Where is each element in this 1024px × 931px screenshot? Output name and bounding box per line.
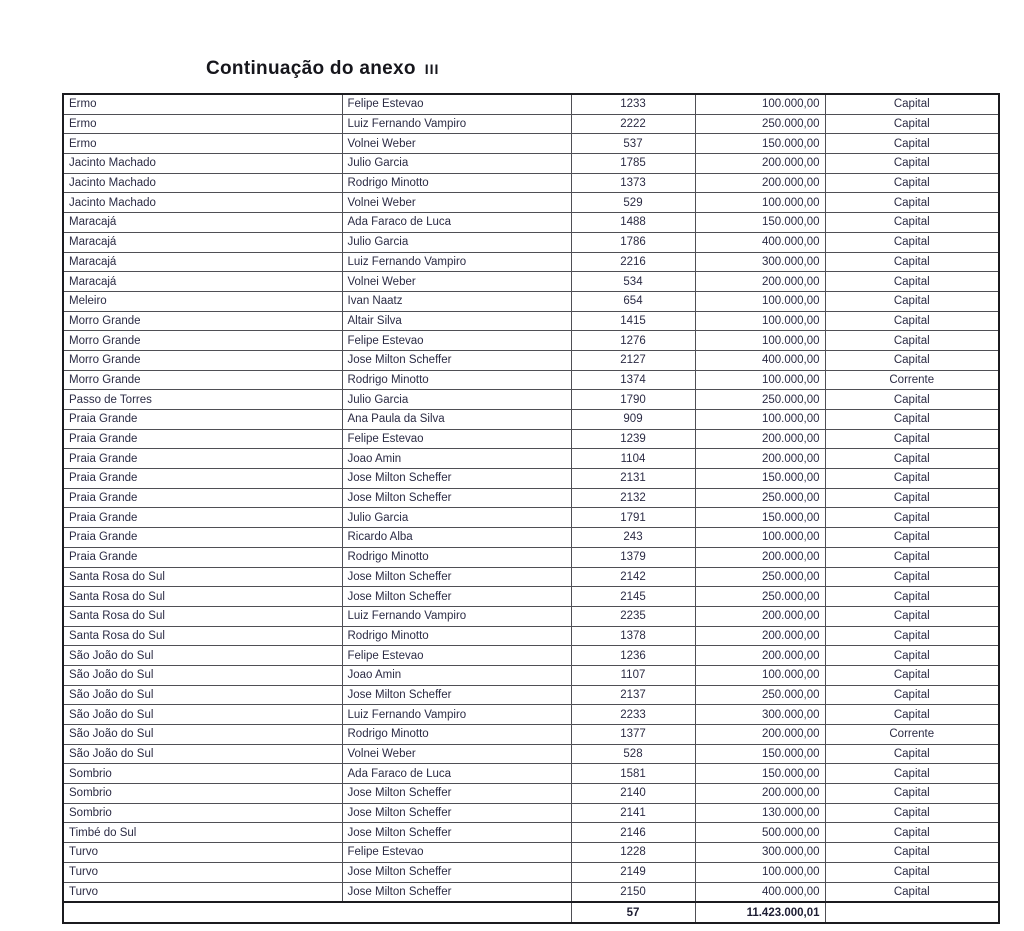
type-cell: Capital — [825, 331, 999, 351]
person-name-cell: Jose Milton Scheffer — [342, 488, 571, 508]
municipality-cell: Ermo — [63, 134, 342, 154]
type-cell: Capital — [825, 213, 999, 233]
value-cell: 250.000,00 — [695, 114, 825, 134]
municipality-cell: Sombrio — [63, 764, 342, 784]
municipality-cell: Praia Grande — [63, 488, 342, 508]
total-value-cell: 11.423.000,01 — [695, 902, 825, 923]
table-row — [63, 587, 999, 607]
type-cell: Corrente — [825, 725, 999, 745]
value-cell: 300.000,00 — [695, 705, 825, 725]
person-name-cell: Jose Milton Scheffer — [342, 587, 571, 607]
person-name-cell: Volnei Weber — [342, 272, 571, 292]
person-name-cell: Jose Milton Scheffer — [342, 882, 571, 902]
type-cell: Capital — [825, 862, 999, 882]
value-cell: 200.000,00 — [695, 154, 825, 174]
value-cell: 100.000,00 — [695, 291, 825, 311]
type-cell: Capital — [825, 94, 999, 114]
number-cell: 2146 — [571, 823, 695, 843]
value-cell: 500.000,00 — [695, 823, 825, 843]
number-cell: 1104 — [571, 449, 695, 469]
value-cell: 100.000,00 — [695, 528, 825, 548]
table-row — [63, 508, 999, 528]
table-row — [63, 311, 999, 331]
person-name-cell: Julio Garcia — [342, 154, 571, 174]
value-cell: 100.000,00 — [695, 410, 825, 430]
number-cell: 537 — [571, 134, 695, 154]
table-row — [63, 390, 999, 410]
person-name-cell: Julio Garcia — [342, 232, 571, 252]
number-cell: 2131 — [571, 469, 695, 489]
number-cell: 2222 — [571, 114, 695, 134]
type-cell: Capital — [825, 606, 999, 626]
value-cell: 150.000,00 — [695, 764, 825, 784]
table-row — [63, 232, 999, 252]
number-cell: 1107 — [571, 665, 695, 685]
number-cell: 2127 — [571, 350, 695, 370]
number-cell: 2233 — [571, 705, 695, 725]
person-name-cell: Jose Milton Scheffer — [342, 567, 571, 587]
number-cell: 1236 — [571, 646, 695, 666]
person-name-cell: Jose Milton Scheffer — [342, 784, 571, 804]
value-cell: 250.000,00 — [695, 587, 825, 607]
table-row — [63, 291, 999, 311]
person-name-cell: Felipe Estevao — [342, 843, 571, 863]
municipality-cell: Ermo — [63, 114, 342, 134]
type-cell: Capital — [825, 232, 999, 252]
municipality-cell: Maracajá — [63, 252, 342, 272]
table-row — [63, 429, 999, 449]
type-cell: Capital — [825, 469, 999, 489]
municipality-cell: Santa Rosa do Sul — [63, 626, 342, 646]
value-cell: 300.000,00 — [695, 843, 825, 863]
person-name-cell: Felipe Estevao — [342, 646, 571, 666]
municipality-cell: Sombrio — [63, 784, 342, 804]
number-cell: 243 — [571, 528, 695, 548]
person-name-cell: Felipe Estevao — [342, 94, 571, 114]
table-row — [63, 173, 999, 193]
person-name-cell: Ivan Naatz — [342, 291, 571, 311]
person-name-cell: Julio Garcia — [342, 508, 571, 528]
table-row — [63, 350, 999, 370]
municipality-cell: Praia Grande — [63, 449, 342, 469]
value-cell: 250.000,00 — [695, 685, 825, 705]
person-name-cell: Joao Amin — [342, 665, 571, 685]
person-name-cell: Joao Amin — [342, 449, 571, 469]
type-cell: Capital — [825, 803, 999, 823]
total-empty-cell — [63, 902, 571, 923]
number-cell: 2150 — [571, 882, 695, 902]
table-row — [63, 528, 999, 548]
person-name-cell: Luiz Fernando Vampiro — [342, 705, 571, 725]
type-cell: Capital — [825, 311, 999, 331]
table-row — [63, 410, 999, 430]
number-cell: 534 — [571, 272, 695, 292]
total-type-cell — [825, 902, 999, 923]
municipality-cell: Morro Grande — [63, 350, 342, 370]
person-name-cell: Volnei Weber — [342, 193, 571, 213]
number-cell: 528 — [571, 744, 695, 764]
number-cell: 2149 — [571, 862, 695, 882]
type-cell: Capital — [825, 114, 999, 134]
number-cell: 909 — [571, 410, 695, 430]
type-cell: Capital — [825, 587, 999, 607]
table-row — [63, 882, 999, 902]
number-cell: 1374 — [571, 370, 695, 390]
person-name-cell: Rodrigo Minotto — [342, 547, 571, 567]
table-row — [63, 488, 999, 508]
table-row — [63, 705, 999, 725]
municipality-cell: Passo de Torres — [63, 390, 342, 410]
value-cell: 200.000,00 — [695, 429, 825, 449]
municipality-cell: Sombrio — [63, 803, 342, 823]
type-cell: Capital — [825, 429, 999, 449]
table-row — [63, 685, 999, 705]
municipality-cell: São João do Sul — [63, 705, 342, 725]
person-name-cell: Felipe Estevao — [342, 331, 571, 351]
municipality-cell: Meleiro — [63, 291, 342, 311]
value-cell: 250.000,00 — [695, 488, 825, 508]
municipality-cell: Santa Rosa do Sul — [63, 587, 342, 607]
municipality-cell: Morro Grande — [63, 311, 342, 331]
type-cell: Capital — [825, 626, 999, 646]
type-cell: Capital — [825, 823, 999, 843]
number-cell: 1488 — [571, 213, 695, 233]
value-cell: 200.000,00 — [695, 725, 825, 745]
table-row — [63, 331, 999, 351]
type-cell: Capital — [825, 350, 999, 370]
number-cell: 1791 — [571, 508, 695, 528]
value-cell: 250.000,00 — [695, 390, 825, 410]
table-row — [63, 252, 999, 272]
number-cell: 2235 — [571, 606, 695, 626]
value-cell: 100.000,00 — [695, 193, 825, 213]
municipality-cell: Turvo — [63, 843, 342, 863]
value-cell: 400.000,00 — [695, 232, 825, 252]
municipality-cell: São João do Sul — [63, 685, 342, 705]
person-name-cell: Ricardo Alba — [342, 528, 571, 548]
value-cell: 100.000,00 — [695, 331, 825, 351]
number-cell: 1276 — [571, 331, 695, 351]
number-cell: 2132 — [571, 488, 695, 508]
municipality-cell: Praia Grande — [63, 469, 342, 489]
municipality-cell: São João do Sul — [63, 725, 342, 745]
person-name-cell: Luiz Fernando Vampiro — [342, 606, 571, 626]
number-cell: 1379 — [571, 547, 695, 567]
page-title — [206, 58, 439, 80]
person-name-cell: Jose Milton Scheffer — [342, 823, 571, 843]
value-cell: 130.000,00 — [695, 803, 825, 823]
value-cell: 100.000,00 — [695, 311, 825, 331]
type-cell: Capital — [825, 508, 999, 528]
value-cell: 300.000,00 — [695, 252, 825, 272]
municipality-cell: São João do Sul — [63, 646, 342, 666]
value-cell: 150.000,00 — [695, 508, 825, 528]
number-cell: 1239 — [571, 429, 695, 449]
total-count-cell: 57 — [571, 902, 695, 923]
value-cell: 200.000,00 — [695, 606, 825, 626]
person-name-cell: Julio Garcia — [342, 390, 571, 410]
type-cell: Capital — [825, 744, 999, 764]
municipality-cell: Praia Grande — [63, 508, 342, 528]
number-cell: 2142 — [571, 567, 695, 587]
value-cell: 100.000,00 — [695, 862, 825, 882]
number-cell: 1790 — [571, 390, 695, 410]
person-name-cell: Jose Milton Scheffer — [342, 469, 571, 489]
person-name-cell: Ada Faraco de Luca — [342, 764, 571, 784]
type-cell: Capital — [825, 784, 999, 804]
type-cell: Capital — [825, 390, 999, 410]
municipality-cell: Praia Grande — [63, 547, 342, 567]
number-cell: 1377 — [571, 725, 695, 745]
municipality-cell: Turvo — [63, 862, 342, 882]
number-cell: 2140 — [571, 784, 695, 804]
number-cell: 2141 — [571, 803, 695, 823]
page-title-suffix: III — [424, 61, 440, 77]
municipality-cell: Maracajá — [63, 232, 342, 252]
type-cell: Capital — [825, 665, 999, 685]
number-cell: 2216 — [571, 252, 695, 272]
person-name-cell: Ana Paula da Silva — [342, 410, 571, 430]
person-name-cell: Jose Milton Scheffer — [342, 862, 571, 882]
table-row — [63, 784, 999, 804]
type-cell: Capital — [825, 449, 999, 469]
number-cell: 654 — [571, 291, 695, 311]
municipality-cell: Santa Rosa do Sul — [63, 606, 342, 626]
municipality-cell: Praia Grande — [63, 528, 342, 548]
type-cell: Capital — [825, 173, 999, 193]
type-cell: Capital — [825, 272, 999, 292]
person-name-cell: Felipe Estevao — [342, 429, 571, 449]
person-name-cell: Volnei Weber — [342, 134, 571, 154]
value-cell: 400.000,00 — [695, 882, 825, 902]
person-name-cell: Altair Silva — [342, 311, 571, 331]
value-cell: 200.000,00 — [695, 547, 825, 567]
type-cell: Capital — [825, 843, 999, 863]
type-cell: Capital — [825, 567, 999, 587]
municipality-cell: Morro Grande — [63, 370, 342, 390]
person-name-cell: Rodrigo Minotto — [342, 725, 571, 745]
number-cell: 1233 — [571, 94, 695, 114]
anexo-table-footer — [63, 902, 999, 923]
person-name-cell: Jose Milton Scheffer — [342, 350, 571, 370]
table-row — [63, 449, 999, 469]
value-cell: 100.000,00 — [695, 94, 825, 114]
table-row — [63, 606, 999, 626]
type-cell: Capital — [825, 193, 999, 213]
total-row — [63, 902, 999, 923]
municipality-cell: Praia Grande — [63, 410, 342, 430]
type-cell: Capital — [825, 154, 999, 174]
municipality-cell: São João do Sul — [63, 665, 342, 685]
table-row — [63, 803, 999, 823]
value-cell: 400.000,00 — [695, 350, 825, 370]
municipality-cell: Praia Grande — [63, 429, 342, 449]
table-row — [63, 823, 999, 843]
person-name-cell: Luiz Fernando Vampiro — [342, 252, 571, 272]
table-row — [63, 134, 999, 154]
person-name-cell: Luiz Fernando Vampiro — [342, 114, 571, 134]
anexo-table — [62, 93, 1000, 924]
table-row — [63, 725, 999, 745]
table-row — [63, 744, 999, 764]
table-row — [63, 547, 999, 567]
table-row — [63, 469, 999, 489]
number-cell: 1581 — [571, 764, 695, 784]
value-cell: 200.000,00 — [695, 272, 825, 292]
person-name-cell: Rodrigo Minotto — [342, 626, 571, 646]
type-cell: Capital — [825, 252, 999, 272]
type-cell: Capital — [825, 528, 999, 548]
table-row — [63, 154, 999, 174]
municipality-cell: Turvo — [63, 882, 342, 902]
person-name-cell: Jose Milton Scheffer — [342, 803, 571, 823]
type-cell: Capital — [825, 488, 999, 508]
type-cell: Capital — [825, 134, 999, 154]
number-cell: 1373 — [571, 173, 695, 193]
table-row — [63, 272, 999, 292]
type-cell: Capital — [825, 764, 999, 784]
table-row — [63, 626, 999, 646]
value-cell: 200.000,00 — [695, 626, 825, 646]
table-row — [63, 114, 999, 134]
municipality-cell: Ermo — [63, 94, 342, 114]
person-name-cell: Volnei Weber — [342, 744, 571, 764]
type-cell: Corrente — [825, 370, 999, 390]
value-cell: 150.000,00 — [695, 213, 825, 233]
person-name-cell: Ada Faraco de Luca — [342, 213, 571, 233]
municipality-cell: Morro Grande — [63, 331, 342, 351]
municipality-cell: Maracajá — [63, 213, 342, 233]
table-row — [63, 843, 999, 863]
table-row — [63, 646, 999, 666]
value-cell: 200.000,00 — [695, 784, 825, 804]
person-name-cell: Rodrigo Minotto — [342, 173, 571, 193]
type-cell: Capital — [825, 410, 999, 430]
value-cell: 150.000,00 — [695, 744, 825, 764]
municipality-cell: Jacinto Machado — [63, 154, 342, 174]
table-row — [63, 567, 999, 587]
number-cell: 1228 — [571, 843, 695, 863]
person-name-cell: Jose Milton Scheffer — [342, 685, 571, 705]
municipality-cell: Maracajá — [63, 272, 342, 292]
type-cell: Capital — [825, 705, 999, 725]
municipality-cell: Timbé do Sul — [63, 823, 342, 843]
table-row — [63, 862, 999, 882]
municipality-cell: Jacinto Machado — [63, 193, 342, 213]
value-cell: 150.000,00 — [695, 469, 825, 489]
number-cell: 2145 — [571, 587, 695, 607]
value-cell: 200.000,00 — [695, 449, 825, 469]
table-row — [63, 764, 999, 784]
municipality-cell: Jacinto Machado — [63, 173, 342, 193]
municipality-cell: Santa Rosa do Sul — [63, 567, 342, 587]
number-cell: 2137 — [571, 685, 695, 705]
municipality-cell: São João do Sul — [63, 744, 342, 764]
number-cell: 1415 — [571, 311, 695, 331]
type-cell: Capital — [825, 547, 999, 567]
number-cell: 529 — [571, 193, 695, 213]
table-row — [63, 370, 999, 390]
table-row — [63, 193, 999, 213]
value-cell: 100.000,00 — [695, 665, 825, 685]
value-cell: 200.000,00 — [695, 173, 825, 193]
anexo-table-body — [63, 94, 999, 902]
value-cell: 100.000,00 — [695, 370, 825, 390]
number-cell: 1378 — [571, 626, 695, 646]
table-row — [63, 213, 999, 233]
type-cell: Capital — [825, 882, 999, 902]
value-cell: 200.000,00 — [695, 646, 825, 666]
type-cell: Capital — [825, 291, 999, 311]
page-title-main: Continuação do anexo — [206, 58, 416, 79]
type-cell: Capital — [825, 685, 999, 705]
value-cell: 150.000,00 — [695, 134, 825, 154]
table-row — [63, 94, 999, 114]
value-cell: 250.000,00 — [695, 567, 825, 587]
type-cell: Capital — [825, 646, 999, 666]
number-cell: 1785 — [571, 154, 695, 174]
table-row — [63, 665, 999, 685]
person-name-cell: Rodrigo Minotto — [342, 370, 571, 390]
number-cell: 1786 — [571, 232, 695, 252]
